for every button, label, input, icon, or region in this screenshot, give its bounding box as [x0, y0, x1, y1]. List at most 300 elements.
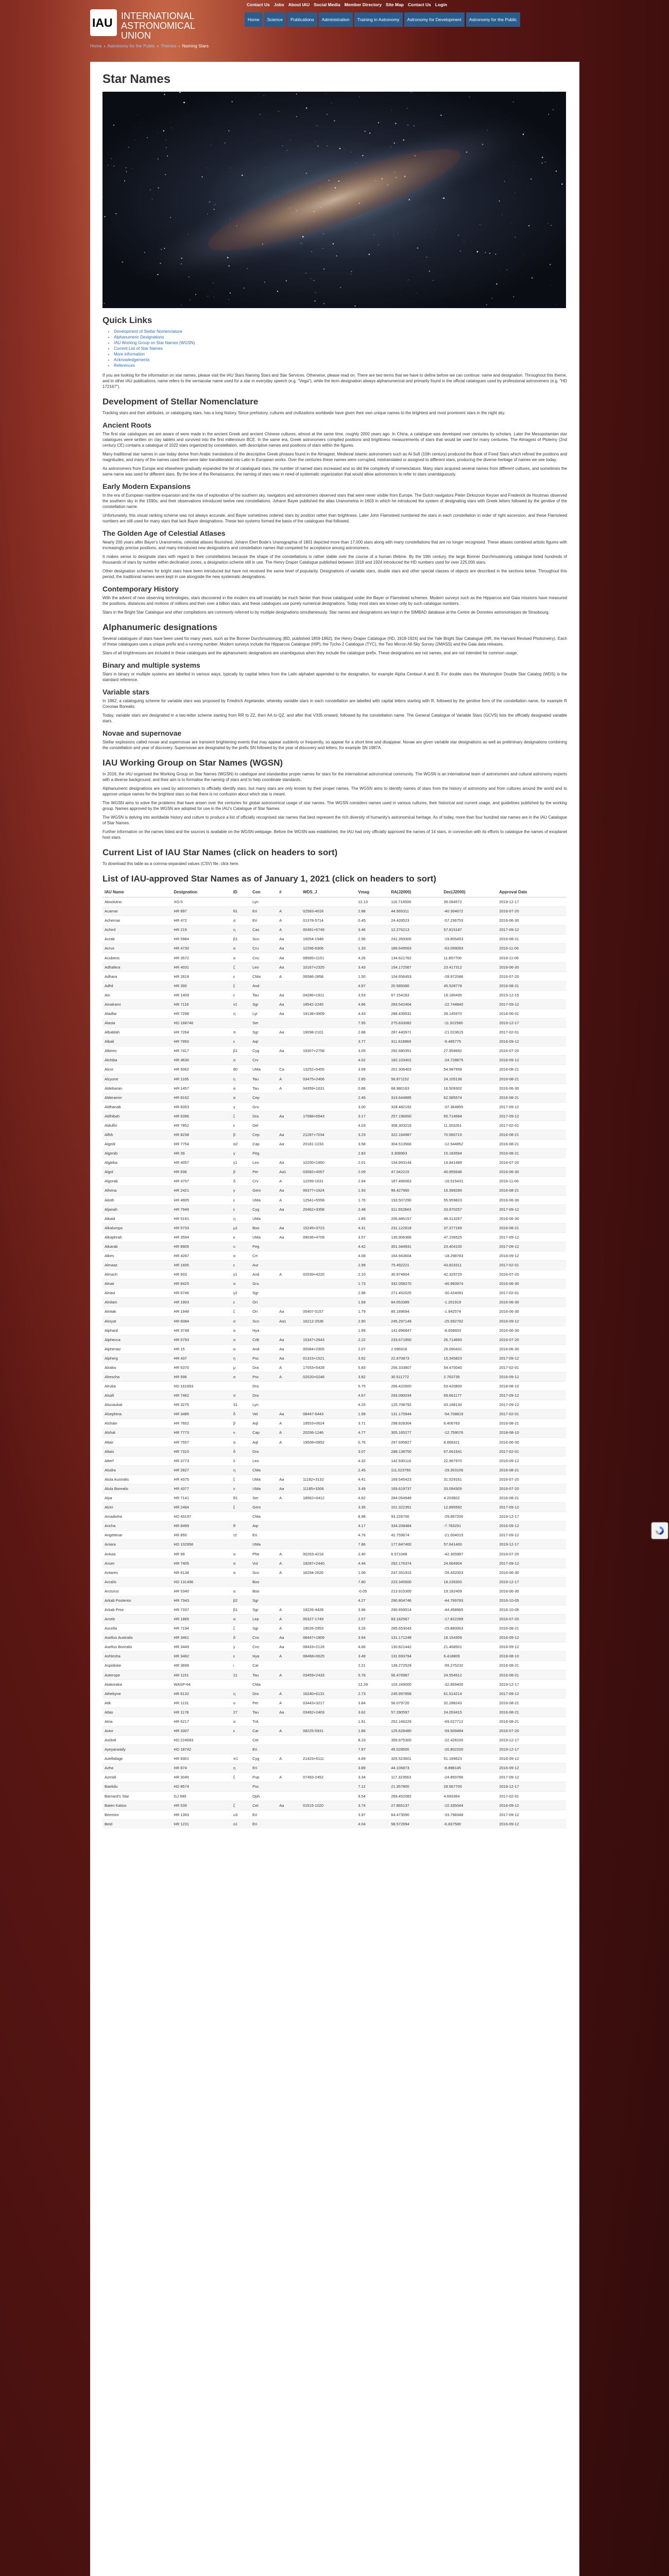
- iau-logo[interactable]: [90, 9, 117, 36]
- table-cell: 0.45: [356, 916, 389, 925]
- nav-item-3[interactable]: Administration: [319, 12, 353, 27]
- nav-item-4[interactable]: Training in Astronomy: [354, 12, 403, 27]
- hero-star: [323, 233, 324, 234]
- table-cell: [231, 1512, 250, 1521]
- table-cell: HR 2618: [171, 972, 231, 981]
- table-cell: δ: [231, 1633, 250, 1642]
- quick-link-3[interactable]: Current List of Star Names: [114, 346, 163, 351]
- table-cell: Alpheratz: [102, 1344, 171, 1353]
- table-cell: 68.980163: [389, 1083, 441, 1093]
- hero-star: [124, 180, 125, 181]
- quick-link-0[interactable]: Development of Stellar Nomenclature: [114, 329, 182, 334]
- table-cell: HR 1231: [171, 1819, 231, 1828]
- table-cell: 19.180435: [441, 990, 497, 999]
- table-cell: 2016-08-21: [497, 1494, 566, 1503]
- column-header-0[interactable]: IAU Name: [102, 887, 171, 897]
- org-name-line2: ASTRONOMICAL: [121, 21, 196, 31]
- table-row: [102, 1717, 566, 1726]
- table-cell: Aspidiske: [102, 1661, 171, 1670]
- table-cell: 2019-12-17: [497, 1540, 566, 1549]
- table-row: [102, 1214, 566, 1223]
- table-cell: Beid: [102, 1819, 171, 1828]
- table-cell: A: [277, 1494, 301, 1503]
- table-cell: Alpherg: [102, 1353, 171, 1363]
- table-cell: 2016-11-06: [497, 1177, 566, 1186]
- table-cell: 4.17: [356, 1521, 389, 1531]
- table-cell: [277, 1764, 301, 1773]
- table-cell: Arneb: [102, 1615, 171, 1624]
- table-cell: 241.359300: [389, 935, 441, 944]
- table-cell: Ain: [102, 990, 171, 999]
- table-cell: 2016-08-21: [497, 1419, 566, 1428]
- table-cell: ε: [231, 1298, 250, 1307]
- table-cell: [301, 1037, 356, 1046]
- column-header-6[interactable]: Vmag: [356, 887, 389, 897]
- table-cell: 193.507290: [389, 1195, 441, 1205]
- table-cell: Aa: [277, 944, 301, 953]
- table-cell: 16240+6131: [301, 1689, 356, 1698]
- table-row: [102, 1773, 566, 1782]
- table-cell: 328.482192: [389, 1102, 441, 1111]
- table-cell: Dra: [250, 1363, 277, 1372]
- recaptcha-icon: [655, 1526, 665, 1536]
- binary-heading: Binary and multiple systems: [102, 661, 200, 669]
- hero-star: [232, 101, 233, 102]
- table-cell: HR 7194: [171, 1624, 231, 1633]
- hero-star: [163, 130, 164, 131]
- table-cell: Peg: [250, 1149, 277, 1158]
- column-header-2[interactable]: ID: [231, 887, 250, 897]
- table-cell: [231, 1791, 250, 1801]
- table-cell: 33.970257: [441, 1205, 497, 1214]
- table-cell: 16054-1948: [301, 935, 356, 944]
- table-cell: 84.053389: [389, 1298, 441, 1307]
- table-cell: 53.420800: [441, 1382, 497, 1391]
- table-cell: 3.308963: [389, 1149, 441, 1158]
- table-cell: HR 3594: [171, 1232, 231, 1242]
- table-cell: 37.377169: [441, 1223, 497, 1232]
- table-row: [102, 1447, 566, 1456]
- table-cell: HD 224693: [171, 1736, 231, 1745]
- table-cell: 3.17: [356, 1111, 389, 1121]
- table-row: [102, 1624, 566, 1633]
- table-cell: A: [277, 925, 301, 935]
- table-cell: 1.85: [356, 1214, 389, 1223]
- table-row: [102, 1633, 566, 1642]
- table-cell: γ1: [231, 1158, 250, 1167]
- table-cell: GJ 699: [171, 1791, 231, 1801]
- quick-link-2[interactable]: IAU Working Group on Star Names (WGSN): [114, 341, 195, 345]
- table-row: [102, 897, 566, 907]
- hero-star: [104, 303, 105, 304]
- table-cell: [301, 1661, 356, 1670]
- table-cell: Acrab: [102, 935, 171, 944]
- table-cell: 12.895592: [441, 1503, 497, 1512]
- table-cell: A: [277, 1698, 301, 1707]
- hero-star: [138, 282, 139, 283]
- recaptcha-badge[interactable]: [651, 1522, 668, 1539]
- table-cell: Cyg: [250, 1205, 277, 1214]
- column-header-8[interactable]: Dec(J2000): [441, 887, 497, 897]
- table-cell: Lyn: [250, 1400, 277, 1410]
- table-cell: 2017-02-01: [497, 1121, 566, 1130]
- table-cell: 4.25: [356, 1400, 389, 1410]
- table-cell: θ1: [231, 1494, 250, 1503]
- table-cell: Altair: [102, 1437, 171, 1447]
- table-cell: 308.303216: [389, 1121, 441, 1130]
- table-cell: 4.41: [356, 1475, 389, 1484]
- table-cell: Cru: [250, 944, 277, 953]
- table-cell: 16.399280: [441, 1186, 497, 1195]
- hero-star: [479, 224, 481, 225]
- table-cell: -9.495775: [441, 1037, 497, 1046]
- table-cell: 03082+4057: [301, 1167, 356, 1177]
- table-cell: HD 102956: [171, 1540, 231, 1549]
- column-header-5[interactable]: WDS_J: [301, 887, 356, 897]
- table-cell: 3.43: [356, 962, 389, 972]
- table-cell: β: [231, 1130, 250, 1139]
- quick-links-list: [114, 329, 567, 368]
- table-row: [102, 1335, 566, 1344]
- table-cell: 3.77: [356, 1037, 389, 1046]
- top-link-0[interactable]: Contact Us: [247, 2, 270, 7]
- hero-star: [314, 300, 316, 302]
- table-row: [102, 1391, 566, 1400]
- quick-link-1[interactable]: Alphanumeric Designations: [114, 335, 164, 340]
- table-cell: ν: [231, 1484, 250, 1493]
- table-cell: 01378-5714: [301, 916, 356, 925]
- hero-star: [247, 268, 248, 269]
- nova-heading: Novae and supernovae: [102, 729, 182, 737]
- table-cell: Aljanah: [102, 1205, 171, 1214]
- table-cell: -18.298783: [441, 1251, 497, 1260]
- quick-link-4[interactable]: More information: [114, 352, 145, 357]
- table-cell: θ: [231, 1521, 250, 1531]
- table-cell: 20181-1233: [301, 1140, 356, 1149]
- table-cell: Sgr: [250, 1596, 277, 1605]
- table-cell: [277, 1577, 301, 1586]
- table-cell: [301, 1531, 356, 1540]
- table-cell: HR 5062: [171, 1065, 231, 1074]
- table-cell: 131.171248: [389, 1633, 441, 1642]
- table-cell: Aa: [277, 1111, 301, 1121]
- table-cell: -1.942574: [441, 1307, 497, 1316]
- table-cell: Atria: [102, 1717, 171, 1726]
- table-cell: 19.182409: [441, 1586, 497, 1596]
- csv-download-text[interactable]: To download this table as a comma-separated values (CSV) file, click here.: [102, 861, 239, 866]
- table-cell: 7.86: [356, 1540, 389, 1549]
- table-cell: 187.466063: [389, 1177, 441, 1186]
- quick-link-6[interactable]: References: [114, 363, 135, 368]
- contemporary-paragraph-2: Stars in the Bright Star Catalogue and other compilations are commonly referred to by multiple designations simultaneously. Star names and designations are kept in the SIMBAD database at the Centre de Données astronomiques de Strasbourg.: [102, 610, 550, 615]
- golden-heading: The Golden Age of Celestial Atlases: [102, 529, 226, 537]
- hero-star: [181, 263, 182, 264]
- table-cell: Cet: [250, 1801, 277, 1810]
- hero-star: [230, 218, 231, 219]
- table-cell: Cnc: [250, 1642, 277, 1652]
- table-cell: -63.099093: [441, 944, 497, 953]
- table-cell: [231, 1577, 250, 1586]
- table-cell: Eri: [250, 1764, 277, 1773]
- hero-star: [369, 254, 370, 256]
- table-cell: Adhara: [102, 972, 171, 981]
- table-cell: Azmidi: [102, 1773, 171, 1782]
- variable-heading: Variable stars: [102, 688, 150, 696]
- table-cell: 27.865137: [389, 1801, 441, 1810]
- table-cell: α: [231, 1437, 250, 1447]
- table-cell: μ1: [231, 1223, 250, 1232]
- top-link-3[interactable]: Social Media: [314, 2, 340, 7]
- quick-link-5[interactable]: Acknowledgements: [114, 358, 150, 362]
- table-row: [102, 1251, 566, 1260]
- table-cell: [277, 1465, 301, 1475]
- table-cell: 2016-08-21: [497, 1149, 566, 1158]
- table-cell: 19508+0852: [301, 1437, 356, 1447]
- table-cell: 4.42: [356, 1242, 389, 1251]
- table-cell: HR 8905: [171, 1242, 231, 1251]
- table-cell: η: [231, 1689, 250, 1698]
- breadcrumb-item-2[interactable]: Themes: [160, 43, 177, 48]
- table-cell: 2.763735: [441, 1372, 497, 1381]
- table-row: [102, 1074, 566, 1083]
- top-link-2[interactable]: About IAU: [288, 2, 310, 7]
- table-cell: γ: [231, 1186, 250, 1195]
- table-cell: Almach: [102, 1270, 171, 1279]
- table-row: [102, 1540, 566, 1549]
- table-cell: [301, 1819, 356, 1828]
- table-cell: [301, 1214, 356, 1223]
- nav-item-0[interactable]: Home: [245, 12, 263, 27]
- table-row: [102, 1410, 566, 1419]
- table-cell: HD 8574: [171, 1782, 231, 1791]
- hero-star: [327, 114, 328, 115]
- table-cell: 2016-09-12: [497, 1316, 566, 1326]
- hero-star: [278, 111, 279, 112]
- nav-item-2[interactable]: Publications: [287, 12, 317, 27]
- table-cell: 2018-08-10: [497, 1428, 566, 1437]
- table-body: [102, 897, 566, 1829]
- table-cell: HR 1948: [171, 1307, 231, 1316]
- top-link-6[interactable]: Contact Us: [408, 2, 431, 7]
- table-cell: HR 3482: [171, 1652, 231, 1661]
- table-cell: 22.967970: [441, 1456, 497, 1465]
- table-cell: 01315+1521: [301, 1353, 356, 1363]
- nav-item-5[interactable]: Astronomy for Development: [404, 12, 465, 27]
- table-cell: Alchiba: [102, 1056, 171, 1065]
- table-cell: Alsafi: [102, 1391, 171, 1400]
- column-header-3[interactable]: Con: [250, 887, 277, 897]
- table-cell: Hya: [250, 1326, 277, 1335]
- column-header-1[interactable]: Designation: [171, 887, 231, 897]
- hero-star: [260, 114, 261, 115]
- table-cell: Ori: [250, 1307, 277, 1316]
- hero-star: [158, 187, 159, 189]
- table-cell: 42.329725: [441, 1270, 497, 1279]
- table-cell: Aa: [277, 1158, 301, 1167]
- table-cell: [301, 1056, 356, 1065]
- table-cell: [277, 1717, 301, 1726]
- table-cell: 00084+2905: [301, 1344, 356, 1353]
- table-cell: 2017-02-01: [497, 1363, 566, 1372]
- table-row: [102, 1205, 566, 1214]
- table-cell: 16212-2536: [301, 1316, 356, 1326]
- table-cell: 45.028500: [389, 1745, 441, 1754]
- table-cell: 154.993144: [389, 1158, 441, 1167]
- column-header-4[interactable]: #: [277, 887, 301, 897]
- table-cell: [277, 1019, 301, 1028]
- table-cell: [277, 1261, 301, 1270]
- table-cell: A: [277, 1773, 301, 1782]
- table-cell: -21.023615: [441, 1028, 497, 1037]
- table-cell: ε: [231, 1652, 250, 1661]
- table-cell: [301, 1093, 356, 1102]
- table-cell: 2016-08-21: [497, 1465, 566, 1475]
- table-cell: 2.98: [356, 1289, 389, 1298]
- nav-item-6[interactable]: Astronomy for the Public: [466, 12, 520, 27]
- hero-star: [242, 175, 243, 176]
- table-cell: Cas: [250, 925, 277, 935]
- table-cell: Alioth: [102, 1195, 171, 1205]
- table-cell: HR 1605: [171, 1261, 231, 1270]
- table-cell: ο1: [231, 1819, 250, 1828]
- table-cell: 2019-12-17: [497, 1680, 566, 1689]
- table-cell: [301, 1764, 356, 1773]
- table-cell: 2016-09-12: [497, 1764, 566, 1773]
- table-cell: Ascella: [102, 1624, 171, 1633]
- hero-star: [215, 204, 216, 205]
- hero-star: [390, 146, 391, 147]
- breadcrumb-item-0[interactable]: Home: [90, 43, 102, 48]
- table-cell: And: [250, 1270, 277, 1279]
- table-cell: 67.154163: [389, 990, 441, 999]
- table-cell: β1: [231, 935, 250, 944]
- table-cell: Arcturus: [102, 1586, 171, 1596]
- table-cell: 16294-2626: [301, 1568, 356, 1577]
- table-row: [102, 1177, 566, 1186]
- top-link-1[interactable]: Jobs: [273, 2, 284, 7]
- table-cell: 256.333807: [389, 1363, 441, 1372]
- table-cell: η: [231, 925, 250, 935]
- table-cell: 2016-08-21: [497, 1130, 566, 1139]
- org-name-line1: INTERNATIONAL: [121, 11, 195, 21]
- table-cell: 04359+1631: [301, 1083, 356, 1093]
- table-cell: [277, 1540, 301, 1549]
- top-link-4[interactable]: Member Directory: [344, 2, 382, 7]
- table-cell: HR 7950: [171, 1037, 231, 1046]
- table-cell: Aa: [277, 1475, 301, 1484]
- table-cell: 5.75: [356, 1382, 389, 1391]
- table-cell: HR 7557: [171, 1437, 231, 1447]
- table-cell: 26.714693: [441, 1335, 497, 1344]
- table-cell: A: [277, 1568, 301, 1577]
- hero-star: [181, 304, 182, 305]
- hero-star: [195, 294, 196, 295]
- nav-item-1[interactable]: Science: [264, 12, 286, 27]
- hero-star: [336, 256, 337, 257]
- table-cell: HR 4757: [171, 1177, 231, 1186]
- hero-star: [471, 241, 472, 242]
- table-cell: 65.714684: [441, 1111, 497, 1121]
- table-cell: Pup: [250, 1773, 277, 1782]
- table-cell: Tau: [250, 1707, 277, 1717]
- hero-star: [265, 167, 266, 168]
- table-cell: HR 7343: [171, 1596, 231, 1605]
- table-cell: 5.76: [356, 1670, 389, 1680]
- hero-star: [102, 197, 103, 198]
- table-cell: Alula Australis: [102, 1475, 171, 1484]
- hero-star: [499, 200, 500, 201]
- page-title: Star Names: [102, 72, 171, 86]
- table-row: [102, 1689, 566, 1698]
- table-cell: 02020+0246: [301, 1372, 356, 1381]
- table-cell: 2017-09-12: [497, 925, 566, 935]
- table-cell: 44.106873: [389, 1764, 441, 1773]
- hero-star: [466, 151, 467, 152]
- table-cell: 4.03: [356, 1121, 389, 1130]
- table-cell: 131.175944: [389, 1410, 441, 1419]
- table-cell: δ: [231, 1177, 250, 1186]
- table-cell: Acrux: [102, 944, 171, 953]
- breadcrumb-item-1[interactable]: Astronomy for the Public: [107, 43, 156, 48]
- hero-star: [355, 306, 356, 307]
- table-cell: Leo: [250, 1456, 277, 1465]
- top-link-5[interactable]: Site Map: [386, 2, 404, 7]
- table-cell: 47.042215: [389, 1167, 441, 1177]
- table-cell: -7.783291: [441, 1521, 497, 1531]
- table-cell: HR 219: [171, 925, 231, 935]
- hero-star: [111, 158, 112, 159]
- table-cell: Aa: [277, 990, 301, 999]
- table-cell: -59.509484: [441, 1726, 497, 1735]
- table-cell: Alkaphrah: [102, 1232, 171, 1242]
- table-cell: 285.653043: [389, 1624, 441, 1633]
- table-cell: 2015-12-15: [497, 990, 566, 999]
- hero-star: [339, 148, 341, 149]
- table-cell: 4.67: [356, 1391, 389, 1400]
- hero-star: [213, 283, 214, 284]
- table-cell: HD 131496: [171, 1577, 231, 1586]
- table-cell: HR 3572: [171, 953, 231, 962]
- table-cell: 02039+4220: [301, 1270, 356, 1279]
- table-cell: [301, 897, 356, 907]
- hero-star: [317, 125, 318, 126]
- table-cell: 2019-12-17: [497, 1736, 566, 1745]
- table-cell: -28.972086: [441, 972, 497, 981]
- column-header-9[interactable]: Approval Date: [497, 887, 566, 897]
- hero-star: [229, 265, 230, 266]
- table-row: [102, 1764, 566, 1773]
- table-cell: α: [231, 1056, 250, 1065]
- table-cell: 24.053415: [441, 1707, 497, 1717]
- table-cell: 4.77: [356, 1428, 389, 1437]
- column-header-7[interactable]: RA(J2000): [389, 887, 441, 897]
- table-cell: 182.103402: [389, 1056, 441, 1065]
- table-cell: 2016-09-12: [497, 1251, 566, 1260]
- hero-star: [205, 167, 206, 168]
- top-link-7[interactable]: Login: [435, 2, 448, 7]
- table-cell: [301, 1456, 356, 1465]
- table-cell: 56.079720: [389, 1698, 441, 1707]
- table-cell: 2016-09-12: [497, 1372, 566, 1381]
- table-row: [102, 1372, 566, 1381]
- variable-paragraph-1: In 1862, a cataloguing scheme for variable stars was proposed by Friedrich Argelander, whereby variable stars in each constellation are labelled with capital letters starting with R, followed by the genitive form of the constellation name, for example R Coronae Borealis.: [102, 699, 567, 709]
- table-cell: CMa: [250, 1512, 277, 1521]
- table-cell: 2016-07-20: [497, 1549, 566, 1558]
- hero-star: [333, 243, 334, 244]
- contemporary-heading: Contemporary History: [102, 585, 179, 593]
- table-cell: Aql: [250, 1419, 277, 1428]
- table-cell: A: [277, 1437, 301, 1447]
